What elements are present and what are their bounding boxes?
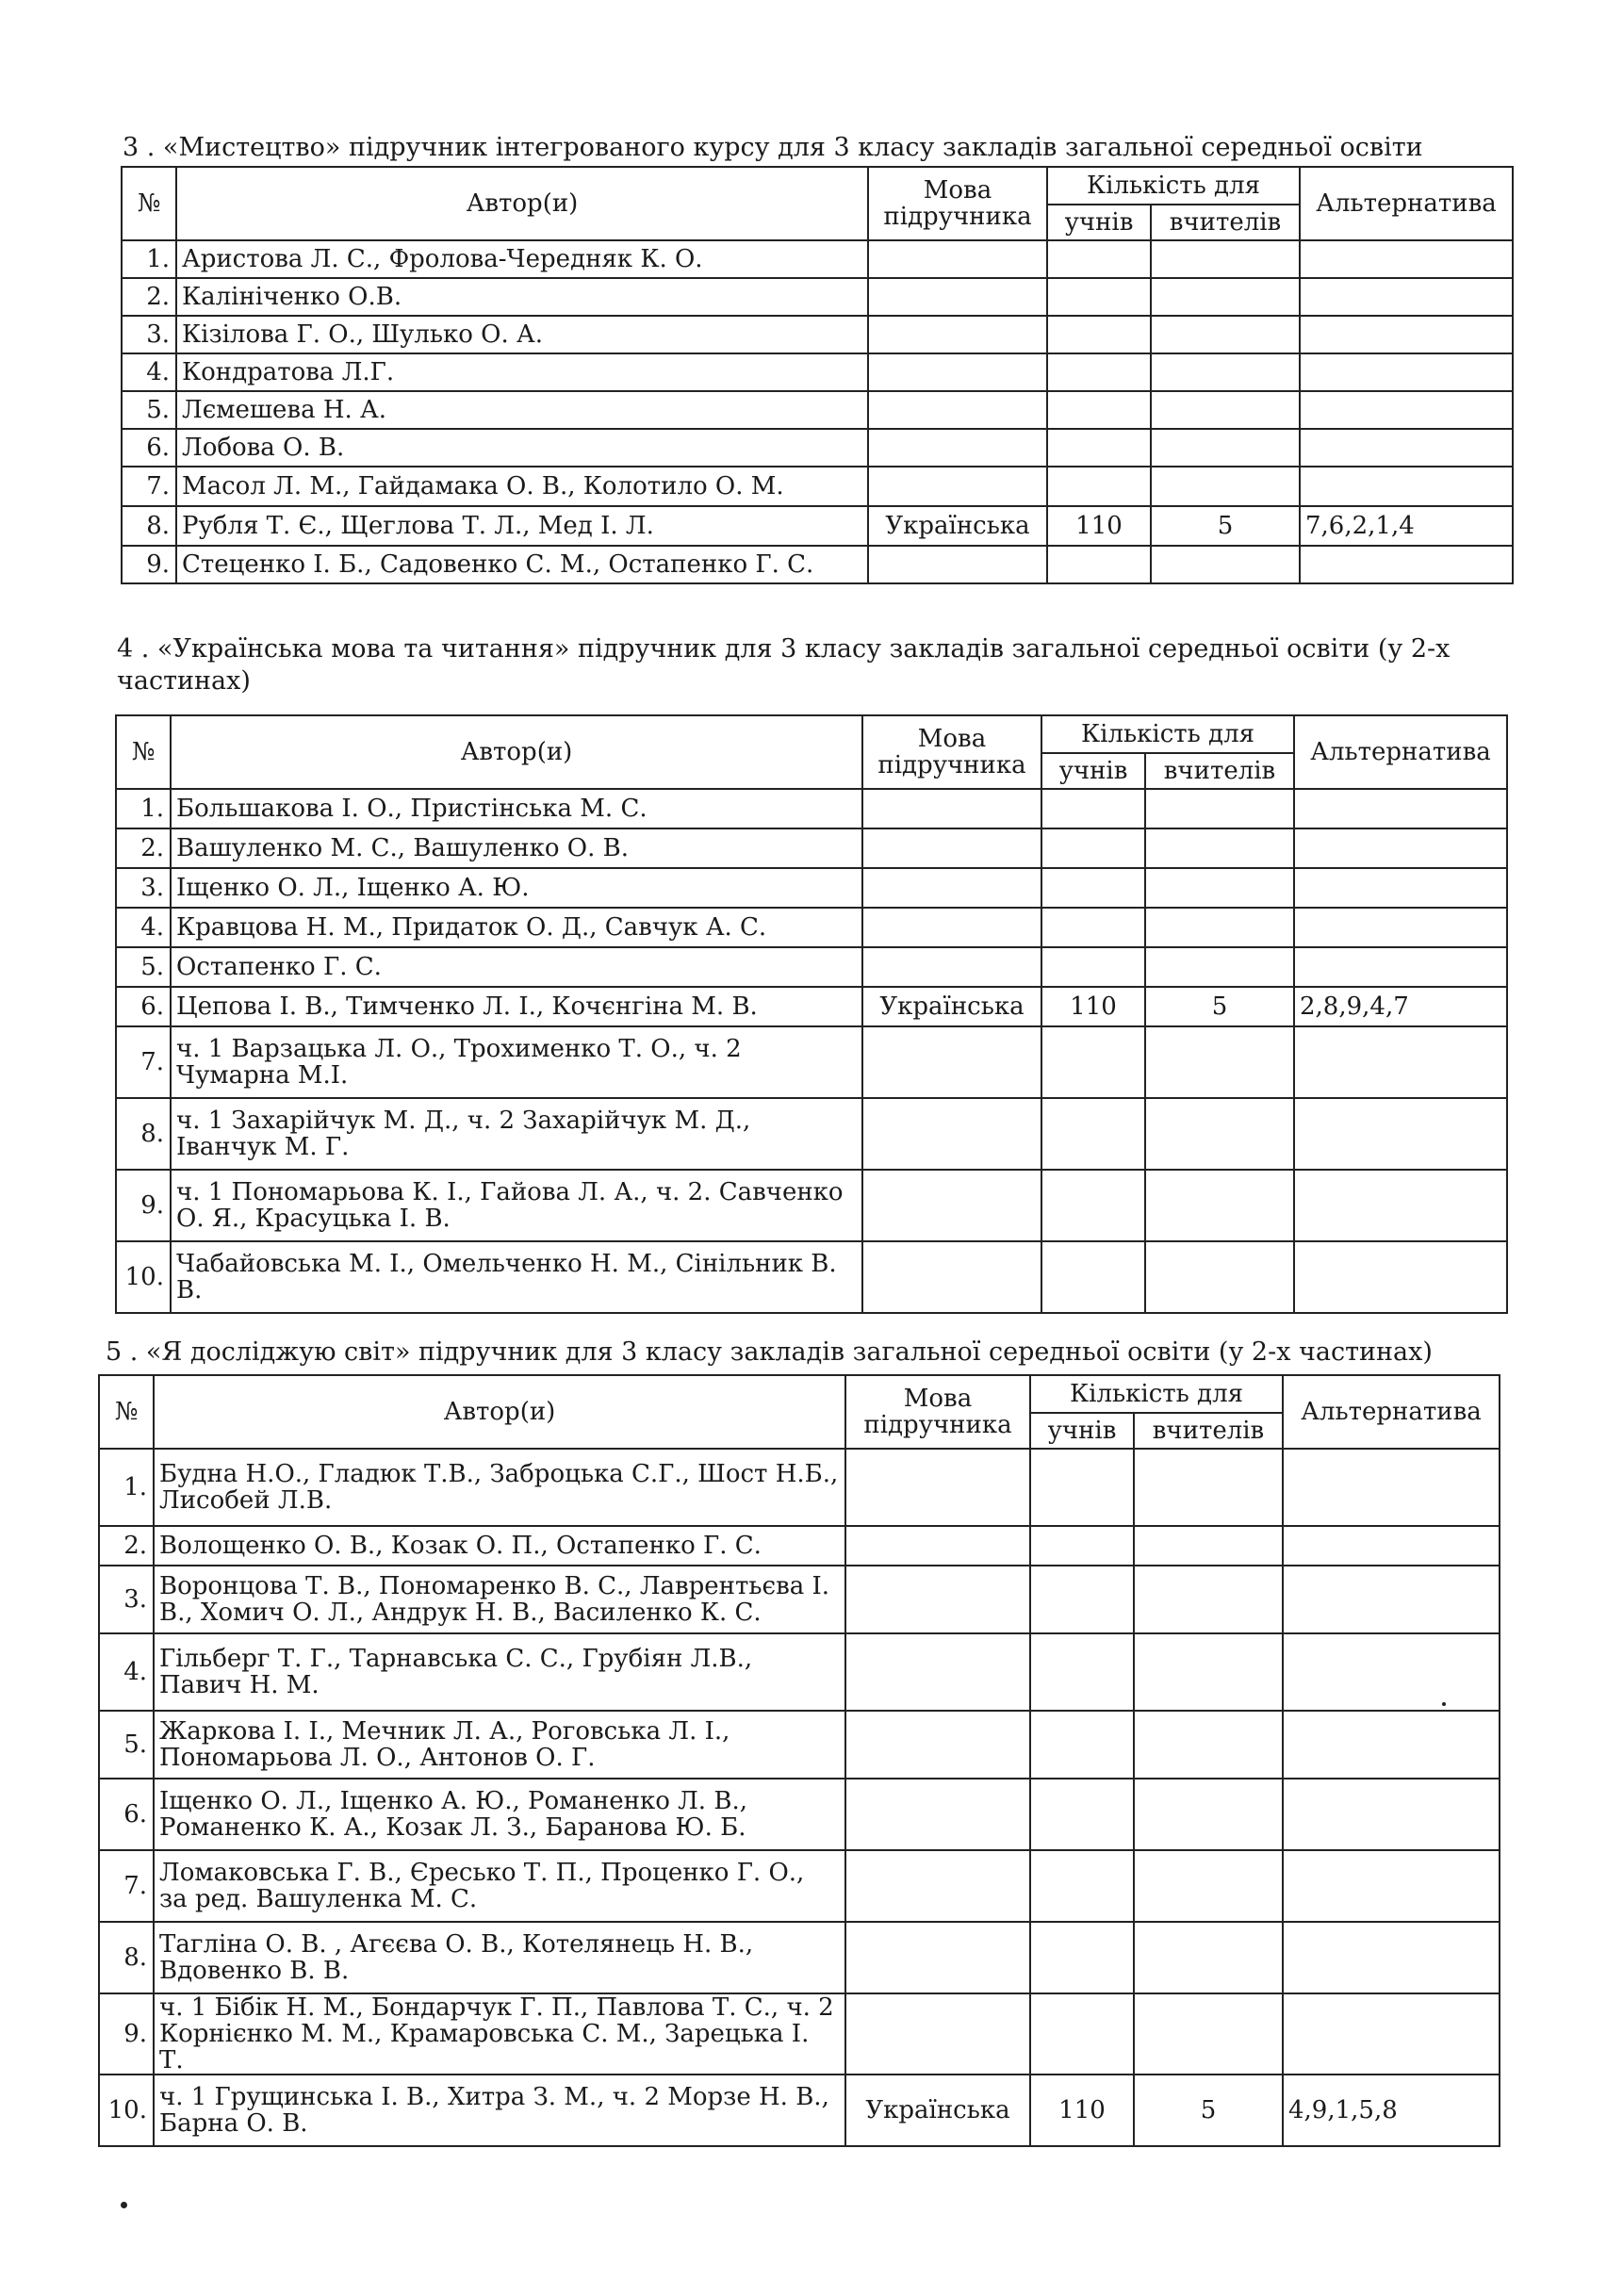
row-students-count: [1047, 240, 1151, 278]
row-language: [868, 240, 1047, 278]
row-teachers-count: [1145, 1026, 1294, 1098]
row-alternative: [1294, 1098, 1507, 1170]
speck-mark: [1442, 1702, 1446, 1706]
row-students-count: [1047, 391, 1151, 429]
row-teachers-count: [1134, 1711, 1283, 1779]
row-number: 10.: [99, 2075, 154, 2146]
row-alternative: [1294, 947, 1507, 987]
row-alternative: [1283, 1850, 1500, 1922]
row-teachers-count: [1145, 1098, 1294, 1170]
table-row: [122, 506, 1513, 546]
row-number: 8.: [99, 1922, 154, 1993]
col-header-teachers: вчителів: [1145, 753, 1294, 789]
table-row: [122, 546, 1513, 583]
row-students-count: [1030, 1993, 1134, 2075]
row-students-count: [1041, 1098, 1145, 1170]
row-alternative: [1283, 1711, 1500, 1779]
table-row: [116, 947, 1507, 987]
table-row: [122, 429, 1513, 467]
row-students-count: [1047, 467, 1151, 506]
row-language: [845, 1850, 1030, 1922]
row-teachers-count: [1151, 278, 1300, 316]
row-language: [845, 1566, 1030, 1633]
row-students-count: [1030, 1779, 1134, 1850]
row-alternative: [1300, 429, 1513, 467]
row-number: 9.: [116, 1170, 171, 1241]
row-number: 2.: [99, 1526, 154, 1566]
section-title: 3 . «Мистецтво» підручник інтегрованого курсу для 3 класу закладів загальної середньої освіти: [123, 133, 1423, 162]
row-authors: Лємешева Н. А.: [176, 391, 868, 429]
row-alternative: [1300, 467, 1513, 506]
row-authors: Чабайовська М. І., Омельченко Н. М., Сінільник В. В.: [171, 1241, 862, 1313]
row-teachers-count: [1145, 947, 1294, 987]
row-teachers-count: [1134, 1449, 1283, 1526]
table-row: [99, 1566, 1500, 1633]
col-header-teachers: вчителів: [1134, 1413, 1283, 1449]
row-number: 7.: [99, 1850, 154, 1922]
textbook-table: [98, 1374, 1500, 2147]
col-header-num: №: [99, 1375, 154, 1449]
col-header-lang: Мова підручника: [862, 715, 1041, 789]
row-language: [862, 908, 1041, 947]
row-alternative: [1294, 789, 1507, 828]
row-number: 2.: [116, 828, 171, 868]
row-authors: Цепова І. В., Тимченко Л. І., Кочєнгіна М. В.: [171, 987, 862, 1026]
speck-mark: [121, 2202, 127, 2208]
table-row: [99, 1711, 1500, 1779]
row-language: [845, 1993, 1030, 2075]
row-teachers-count: 5: [1145, 987, 1294, 1026]
row-language: [862, 1241, 1041, 1313]
col-header-lang: Мова підручника: [868, 167, 1047, 240]
row-authors: Ломаковська Г. В., Єресько Т. П., Проценко Г. О., за ред. Вашуленка М. С.: [154, 1850, 845, 1922]
table-row: [116, 987, 1507, 1026]
row-authors: Стеценко І. Б., Садовенко С. М., Остапенко Г. С.: [176, 546, 868, 583]
col-header-students: учнів: [1030, 1413, 1134, 1449]
table-row: [116, 1026, 1507, 1098]
row-language: [862, 947, 1041, 987]
row-language: [845, 1449, 1030, 1526]
row-authors: Кондратова Л.Г.: [176, 353, 868, 391]
table-row: [116, 868, 1507, 908]
row-authors: Рубля Т. Є., Щеглова Т. Л., Мед І. Л.: [176, 506, 868, 546]
table-row: [99, 1850, 1500, 1922]
row-teachers-count: [1145, 908, 1294, 947]
table-row: [122, 278, 1513, 316]
row-number: 7.: [122, 467, 176, 506]
row-language: [862, 1098, 1041, 1170]
row-number: 5.: [99, 1711, 154, 1779]
row-language: [868, 353, 1047, 391]
col-header-students: учнів: [1041, 753, 1145, 789]
table-row: [116, 1170, 1507, 1241]
row-students-count: 110: [1041, 987, 1145, 1026]
row-language: [845, 1633, 1030, 1711]
row-authors: Большакова І. О., Пристінська М. С.: [171, 789, 862, 828]
textbook-table: [121, 166, 1514, 584]
row-students-count: [1041, 947, 1145, 987]
row-authors: Гільберг Т. Г., Тарнавська С. С., Грубіян Л.В., Павич Н. М.: [154, 1633, 845, 1711]
row-number: 3.: [116, 868, 171, 908]
row-authors: Іщенко О. Л., Іщенко А. Ю., Романенко Л. В., Романенко К. А., Козак Л. З., Баранова Ю. Б.: [154, 1779, 845, 1850]
row-teachers-count: [1151, 240, 1300, 278]
col-header-alt: Альтернатива: [1294, 715, 1507, 789]
row-students-count: [1030, 1449, 1134, 1526]
row-alternative: [1300, 391, 1513, 429]
row-alternative: 7,6,2,1,4: [1300, 506, 1513, 546]
row-teachers-count: [1151, 391, 1300, 429]
section-title: 4 . «Українська мова та читання» підручник для 3 класу закладів загальної середньої освіти (у 2-х частинах): [117, 634, 1451, 696]
row-authors: Калініченко О.В.: [176, 278, 868, 316]
row-teachers-count: [1151, 316, 1300, 353]
col-header-qty: Кількість для: [1047, 167, 1300, 205]
row-alternative: [1300, 546, 1513, 583]
row-teachers-count: [1134, 1922, 1283, 1993]
row-number: 4.: [122, 353, 176, 391]
row-alternative: [1283, 1633, 1500, 1711]
row-teachers-count: [1134, 1993, 1283, 2075]
row-teachers-count: [1134, 1566, 1283, 1633]
row-teachers-count: 5: [1151, 506, 1300, 546]
row-teachers-count: [1151, 467, 1300, 506]
row-number: 9.: [122, 546, 176, 583]
row-alternative: [1294, 868, 1507, 908]
row-authors: Кравцова Н. М., Придаток О. Д., Савчук А. С.: [171, 908, 862, 947]
row-students-count: [1030, 1633, 1134, 1711]
row-students-count: [1041, 868, 1145, 908]
row-alternative: [1300, 278, 1513, 316]
row-number: 3.: [122, 316, 176, 353]
table-row: [116, 789, 1507, 828]
col-header-teachers: вчителів: [1151, 205, 1300, 240]
row-number: 1.: [122, 240, 176, 278]
table-row: [99, 1633, 1500, 1711]
table-row: [99, 1449, 1500, 1526]
row-students-count: [1041, 1241, 1145, 1313]
row-number: 10.: [116, 1241, 171, 1313]
col-header-alt: Альтернатива: [1283, 1375, 1500, 1449]
row-number: 5.: [116, 947, 171, 987]
row-students-count: [1047, 316, 1151, 353]
row-alternative: [1294, 908, 1507, 947]
row-language: [862, 789, 1041, 828]
section-4: [115, 633, 1506, 1314]
row-authors: Тагліна О. В. , Агєєва О. В., Котелянець Н. В., Вдовенко В. В.: [154, 1922, 845, 1993]
row-number: 9.: [99, 1993, 154, 2075]
row-authors: Аристова Л. С., Фролова-Чередняк К. О.: [176, 240, 868, 278]
row-students-count: [1030, 1922, 1134, 1993]
col-header-num: №: [116, 715, 171, 789]
row-alternative: [1300, 240, 1513, 278]
row-authors: Будна Н.О., Гладюк Т.В., Заброцька С.Г., Шост Н.Б., Лисобей Л.В.: [154, 1449, 845, 1526]
table-row: [116, 1098, 1507, 1170]
col-header-author: Автор(и): [171, 715, 862, 789]
row-language: [868, 546, 1047, 583]
row-language: Українська: [868, 506, 1047, 546]
row-alternative: [1294, 1170, 1507, 1241]
table-row: [99, 1922, 1500, 1993]
row-language: [868, 429, 1047, 467]
row-language: [845, 1779, 1030, 1850]
row-alternative: [1300, 353, 1513, 391]
row-alternative: [1294, 828, 1507, 868]
row-number: 6.: [122, 429, 176, 467]
table-row: [99, 1993, 1500, 2075]
row-students-count: [1041, 1026, 1145, 1098]
row-authors: Масол Л. М., Гайдамака О. В., Колотило О. М.: [176, 467, 868, 506]
row-teachers-count: [1145, 1170, 1294, 1241]
table-row: [122, 240, 1513, 278]
row-students-count: [1030, 1850, 1134, 1922]
row-students-count: 110: [1030, 2075, 1134, 2146]
row-alternative: [1300, 316, 1513, 353]
row-teachers-count: [1134, 1779, 1283, 1850]
row-alternative: [1294, 1026, 1507, 1098]
row-students-count: [1047, 546, 1151, 583]
col-header-qty: Кількість для: [1030, 1375, 1283, 1413]
row-authors: Вашуленко М. С., Вашуленко О. В.: [171, 828, 862, 868]
row-language: Українська: [862, 987, 1041, 1026]
row-teachers-count: [1134, 1850, 1283, 1922]
table-row: [99, 2075, 1500, 2146]
row-students-count: [1041, 789, 1145, 828]
table-row: [116, 1241, 1507, 1313]
row-number: 4.: [99, 1633, 154, 1711]
row-number: 6.: [116, 987, 171, 1026]
row-language: [845, 1526, 1030, 1566]
row-teachers-count: [1145, 868, 1294, 908]
row-alternative: [1283, 1566, 1500, 1633]
row-number: 6.: [99, 1779, 154, 1850]
row-authors: Волощенко О. В., Козак О. П., Остапенко Г. С.: [154, 1526, 845, 1566]
row-number: 5.: [122, 391, 176, 429]
row-number: 4.: [116, 908, 171, 947]
row-teachers-count: [1151, 429, 1300, 467]
col-header-num: №: [122, 167, 176, 240]
row-teachers-count: [1151, 546, 1300, 583]
row-students-count: [1047, 353, 1151, 391]
row-authors: Лобова О. В.: [176, 429, 868, 467]
col-header-qty: Кількість для: [1041, 715, 1294, 753]
col-header-author: Автор(и): [176, 167, 868, 240]
row-alternative: [1283, 1449, 1500, 1526]
row-alternative: 2,8,9,4,7: [1294, 987, 1507, 1026]
row-teachers-count: [1145, 789, 1294, 828]
row-alternative: [1283, 1779, 1500, 1850]
row-language: [862, 1170, 1041, 1241]
col-header-author: Автор(и): [154, 1375, 845, 1449]
row-authors: Іщенко О. Л., Іщенко А. Ю.: [171, 868, 862, 908]
row-authors: Остапенко Г. С.: [171, 947, 862, 987]
row-teachers-count: [1145, 1241, 1294, 1313]
row-teachers-count: [1151, 353, 1300, 391]
row-language: [868, 391, 1047, 429]
table-row: [122, 353, 1513, 391]
row-language: [862, 1026, 1041, 1098]
row-language: [845, 1711, 1030, 1779]
table-row: [122, 316, 1513, 353]
row-language: [868, 278, 1047, 316]
section-3: [121, 132, 1512, 584]
row-students-count: [1030, 1711, 1134, 1779]
textbook-table: [115, 714, 1508, 1314]
table-row: [116, 908, 1507, 947]
row-number: 3.: [99, 1566, 154, 1633]
row-authors: Кізілова Г. О., Шулько О. А.: [176, 316, 868, 353]
row-teachers-count: [1145, 828, 1294, 868]
row-language: [868, 316, 1047, 353]
row-students-count: [1047, 429, 1151, 467]
row-language: [862, 828, 1041, 868]
row-students-count: [1047, 278, 1151, 316]
table-row: [99, 1526, 1500, 1566]
row-teachers-count: 5: [1134, 2075, 1283, 2146]
row-number: 1.: [99, 1449, 154, 1526]
table-row: [99, 1779, 1500, 1850]
row-number: 7.: [116, 1026, 171, 1098]
row-alternative: [1283, 1993, 1500, 2075]
section-5: [98, 1337, 1499, 2147]
row-students-count: 110: [1047, 506, 1151, 546]
row-authors: Воронцова Т. В., Пономаренко В. С., Лаврентьєва І. В., Хомич О. Л., Андрук Н. В., Василенко К. С.: [154, 1566, 845, 1633]
row-students-count: [1041, 1170, 1145, 1241]
row-teachers-count: [1134, 1526, 1283, 1566]
row-alternative: [1294, 1241, 1507, 1313]
row-students-count: [1030, 1526, 1134, 1566]
table-row: [116, 828, 1507, 868]
row-language: [845, 1922, 1030, 1993]
row-alternative: [1283, 1526, 1500, 1566]
row-language: Українська: [845, 2075, 1030, 2146]
row-authors: ч. 1 Пономарьова К. І., Гайова Л. А., ч. 2. Савченко О. Я., Красуцька І. В.: [171, 1170, 862, 1241]
row-alternative: 4,9,1,5,8: [1283, 2075, 1500, 2146]
col-header-alt: Альтернатива: [1300, 167, 1513, 240]
col-header-lang: Мова підручника: [845, 1375, 1030, 1449]
row-language: [862, 868, 1041, 908]
row-students-count: [1041, 828, 1145, 868]
row-authors: Жаркова І. І., Мечник Л. А., Роговська Л. І., Пономарьова Л. О., Антонов О. Г.: [154, 1711, 845, 1779]
row-language: [868, 467, 1047, 506]
row-authors: ч. 1 Варзацька Л. О., Трохименко Т. О., ч. 2 Чумарна М.І.: [171, 1026, 862, 1098]
row-alternative: [1283, 1922, 1500, 1993]
row-number: 8.: [116, 1098, 171, 1170]
row-number: 8.: [122, 506, 176, 546]
col-header-students: учнів: [1047, 205, 1151, 240]
table-row: [122, 391, 1513, 429]
row-authors: ч. 1 Грущинська І. В., Хитра З. М., ч. 2 Морзе Н. В., Барна О. В.: [154, 2075, 845, 2146]
row-students-count: [1030, 1566, 1134, 1633]
row-number: 2.: [122, 278, 176, 316]
row-authors: ч. 1 Бібік Н. М., Бондарчук Г. П., Павлова Т. С., ч. 2 Корнієнко М. М., Крамаровська С. М., Зарецька І. Т.: [154, 1993, 845, 2075]
table-row: [122, 467, 1513, 506]
row-students-count: [1041, 908, 1145, 947]
section-title: 5 . «Я досліджую світ» підручник для 3 класу закладів загальної середньої освіти (у 2-х частинах): [106, 1337, 1433, 1367]
row-teachers-count: [1134, 1633, 1283, 1711]
row-authors: ч. 1 Захарійчук М. Д., ч. 2 Захарійчук М. Д., Іванчук М. Г.: [171, 1098, 862, 1170]
row-number: 1.: [116, 789, 171, 828]
